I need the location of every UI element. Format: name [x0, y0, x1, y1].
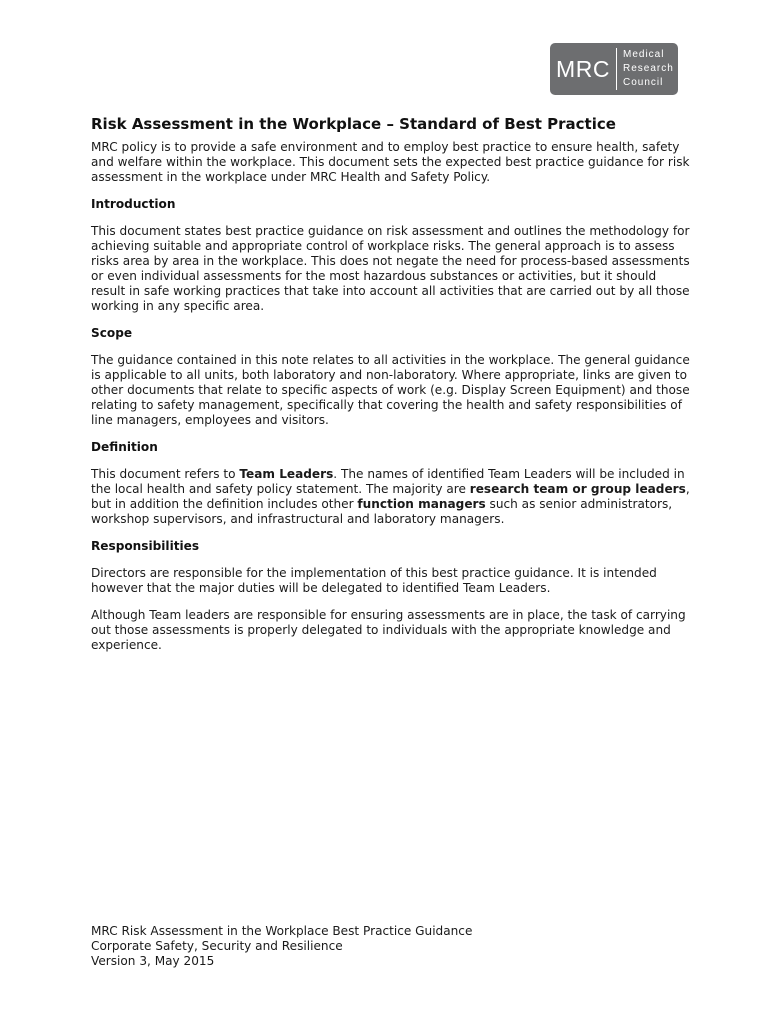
page-title: Risk Assessment in the Workplace – Standard of Best Practice: [91, 115, 616, 133]
definition-text-3: , but in addition the definition includes other: [91, 482, 690, 511]
introduction-paragraph: This document states best practice guidance on risk assessment and outlines the methodology for achieving suitable and appropriate control of workplace risks. The general approach is to assess risks area by area in the workplace. This does not negate the need for process-based assessments or even individual assessments for the most hazardous substances or activities, but it should result in safe working practices that take into account all activities that are carried out by all those working in any specific area.: [91, 224, 690, 313]
responsibilities-paragraph-1: Directors are responsible for the implementation of this best practice guidance. It is intended however that the major duties will be delegated to identified Team Leaders.: [91, 566, 657, 595]
logo-line-1: Medical: [623, 49, 665, 60]
definition-paragraph: [91, 467, 691, 527]
scope-heading: Scope: [91, 326, 133, 340]
scope-paragraph: The guidance contained in this note relates to all activities in the workplace. The general guidance is applicable to all units, both laboratory and non-laboratory. Where appropriate, links are given to other documents that relate to specific aspects of work (e.g. Display Screen Equipment) and those relating to safety management, specifically that covering the health and safety responsibilities of line managers, employees and visitors.: [91, 353, 690, 427]
responsibilities-heading: Responsibilities: [91, 539, 200, 553]
definition-text-2: . The names of identified Team Leaders will be included in the local health and safety policy statement. The majority are: [91, 467, 685, 496]
logo-abbreviation: MRC: [556, 55, 610, 82]
definition-bold-1: Team Leaders: [239, 467, 334, 481]
logo-line-3: Council: [623, 77, 664, 88]
introduction-heading: Introduction: [91, 197, 176, 211]
logo-line-2: Research: [623, 63, 674, 74]
footer-version: Version 3, May 2015: [91, 954, 215, 968]
definition-text-4: such as senior administrators, workshop supervisors, and infrastructural and laboratory managers.: [91, 497, 673, 526]
document-body: [91, 115, 691, 665]
definition-bold-2: research team or group leaders: [469, 482, 686, 496]
definition-bold-3: function managers: [357, 497, 486, 511]
definition-heading: Definition: [91, 440, 158, 454]
footer-document-title: MRC Risk Assessment in the Workplace Best Practice Guidance: [91, 924, 473, 938]
logo-wordmark: [623, 48, 674, 90]
page-footer: [91, 924, 591, 969]
mrc-logo: [550, 43, 678, 95]
definition-text-1: This document refers to: [91, 467, 240, 481]
logo-divider: [616, 48, 617, 90]
footer-department: Corporate Safety, Security and Resilience: [91, 939, 343, 953]
responsibilities-paragraph-2: Although Team leaders are responsible for ensuring assessments are in place, the task of carrying out those assessments is properly delegated to individuals with the appropriate knowledge and experience.: [91, 608, 686, 652]
intro-paragraph: MRC policy is to provide a safe environment and to employ best practice to ensure health, safety and welfare within the workplace. This document sets the expected best practice guidance for risk assessment in the workplace under MRC Health and Safety Policy.: [91, 140, 690, 184]
